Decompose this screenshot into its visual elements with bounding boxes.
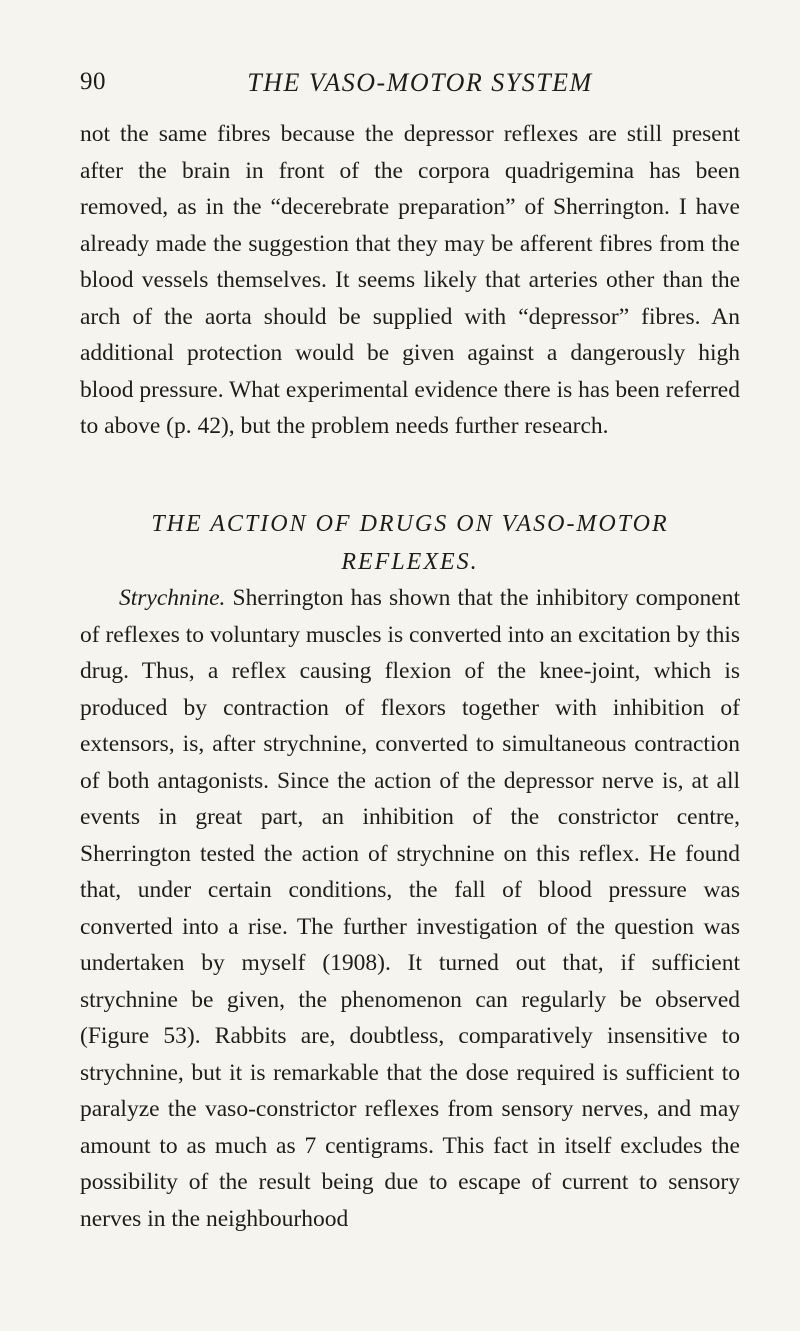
section-heading: THE ACTION OF DRUGS ON VASO-MOTOR REFLEXES. (151, 511, 669, 575)
running-head (80, 68, 740, 104)
section-paragraph (80, 580, 740, 1237)
body-paragraph: not the same fibres because the depressor reflexes are still present after the brain in front of the corpora quadrigemina has been removed, as in the “decerebrate preparation” of Sherrington. I have already made the suggestion that they may be afferent fibres from the blood vessels themselves. It seems likely that arteries other than the arch of the aorta should be supplied with “depressor” fibres. An additional protection would be given against a dangerously high blood pressure. What experimental evidence there is has been referred to above (p. 42), but the problem needs further research. (80, 121, 740, 439)
run-in-heading: Strychnine. (119, 585, 226, 611)
running-title: THE VASO-MOTOR SYSTEM (247, 68, 593, 97)
page-number: 90 (80, 68, 106, 95)
paragraph-text: Sherrington has shown that the inhibitory component of reflexes to voluntary muscles is converted into an excitation by this drug. Thus, a reflex causing flexion of the knee-joint, which is produced by contraction of flexors together with inhibition of extensors, is, after strychnine, converted to simultaneous contraction of both antagonists. Since the action of the depressor nerve is, at all events in great part, an inhibition of the constrictor centre, Sherrington tested the action of strychnine on this reflex. He found that, under certain conditions, the fall of blood pressure was converted into a rise. The further investigation of the question was undertaken by myself (1908). It turned out that, if sufficient strychnine be given, the phenomenon can regularly be observed (Figure 53). Rabbits are, doubtless, comparatively insensitive to strychnine, but it is remarkable that the dose required is sufficient to paralyze the vaso-constrictor reflexes from sensory nerves, and may amount to as much as 7 centigrams. This fact in itself excludes the possibility of the result being due to escape of current to sensory nerves in the neighbourhood (80, 585, 740, 1232)
